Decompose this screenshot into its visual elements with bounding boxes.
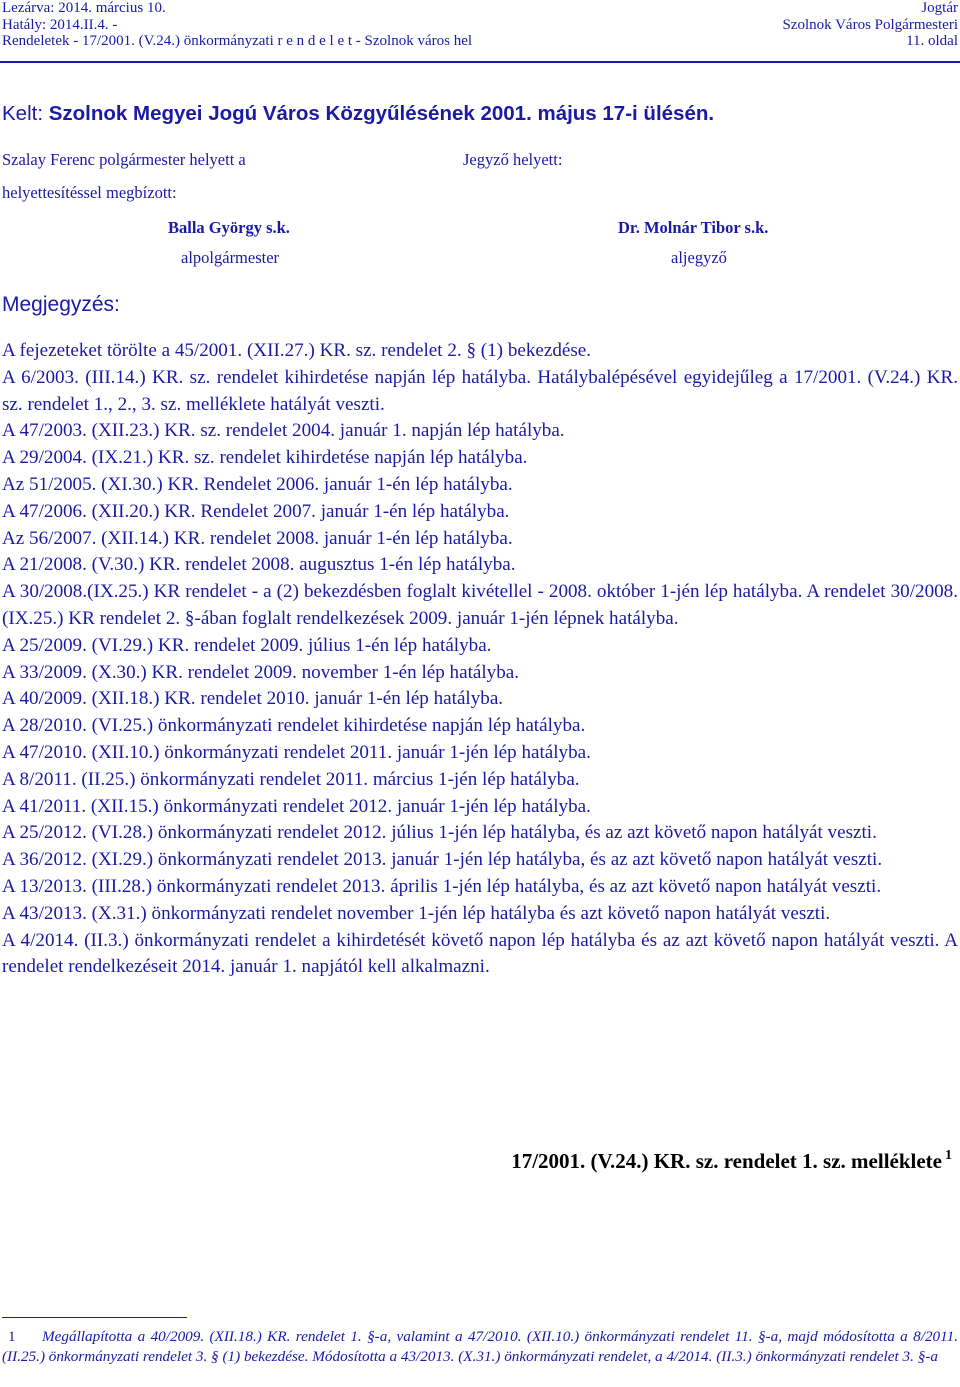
signature-left-title: alpolgármester: [181, 248, 280, 267]
note-item: A 25/2009. (VI.29.) KR. rendelet 2009. július 1-én lép hatályba.: [2, 634, 492, 656]
annex-title-text: 17/2001. (V.24.) KR. sz. rendelet 1. sz. melléklete: [511, 1149, 942, 1173]
header-office: Szolnok Város Polgármesteri: [782, 16, 958, 33]
note-item: A 25/2012. (VI.28.) önkormányzati rendelet 2012. július 1-jén lép hatályba, és az azt követő napon hatályát veszti.: [2, 822, 877, 844]
note-item: A 47/2006. (XII.20.) KR. Rendelet 2007. január 1-én lép hatályba.: [2, 500, 510, 522]
header-document-title: Rendeletek - 17/2001. (V.24.) önkormányzati r e n d e l e t - Szolnok város hel: [2, 33, 473, 49]
footnote-divider: [2, 1317, 187, 1318]
note-item: A 28/2010. (VI.25.) önkormányzati rendelet kihirdetése napján lép hatályba.: [2, 715, 586, 737]
note-item: A 13/2013. (III.28.) önkormányzati rendelet 2013. április 1-jén lép hatályba, és az azt követő napon hatályát veszti.: [2, 875, 882, 897]
kelt-text: Szolnok Megyei Jogú Város Közgyűlésének 2001. május 17-i ülésén.: [48, 102, 715, 125]
note-item: Az 51/2005. (XI.30.) KR. Rendelet 2006. január 1-én lép hatályba.: [2, 473, 513, 495]
page-header-left: [2, 0, 472, 50]
signature-right-name: Dr. Molnár Tibor s.k.: [618, 218, 769, 237]
note-item: Az 56/2007. (XII.14.) KR. rendelet 2008. január 1-én lép hatályba.: [2, 527, 513, 549]
megjegyzes-heading: Megjegyzés:: [2, 293, 120, 316]
note-item: A 33/2009. (X.30.) KR. rendelet 2009. november 1-én lép hatályba.: [2, 661, 519, 683]
header-closed-date: Lezárva: 2014. március 10.: [2, 0, 166, 16]
note-item: A 21/2008. (V.30.) KR. rendelet 2008. augusztus 1-én lép hatályba.: [2, 554, 516, 576]
note-item: A fejezeteket törölte a 45/2001. (XII.27.) KR. sz. rendelet 2. § (1) bekezdése.: [2, 340, 592, 361]
note-item: A 36/2012. (XI.29.) önkormányzati rendelet 2013. január 1-jén lép hatályba, és az azt követő napon hatályát veszti.: [2, 849, 883, 871]
kelt-prefix: Kelt:: [2, 102, 49, 125]
note-item: A 43/2013. (X.31.) önkormányzati rendelet november 1-jén lép hatályba és azt követő napon hatályát veszti.: [2, 902, 831, 924]
note-item: A 47/2010. (XII.10.) önkormányzati rendelet 2011. január 1-jén lép hatályba.: [2, 741, 591, 763]
footnote-reference[interactable]: 1: [945, 1148, 952, 1163]
footnote: [2, 1327, 958, 1366]
header-page-number: 11. oldal: [906, 33, 958, 49]
note-item: A 41/2011. (XII.15.) önkormányzati rendelet 2012. január 1-jén lép hatályba.: [2, 795, 591, 817]
signature-left-line1: Szalay Ferenc polgármester helyett a: [2, 150, 246, 169]
note-item: A 40/2009. (XII.18.) KR. rendelet 2010. január 1-én lép hatályba.: [2, 688, 504, 710]
note-item: A 8/2011. (II.25.) önkormányzati rendelet 2011. március 1-jén lép hatályba.: [2, 768, 580, 790]
kelt-line: [2, 102, 714, 126]
signature-left-line2: helyettesítéssel megbízott:: [2, 183, 177, 202]
signature-left-name: Balla György s.k.: [168, 218, 290, 237]
annex-title: [511, 1148, 952, 1174]
footnote-number: 1: [8, 1328, 16, 1345]
signature-right-line1: Jegyző helyett:: [463, 150, 563, 169]
note-item: A 47/2003. (XII.23.) KR. sz. rendelet 2004. január 1. napján lép hatályba.: [2, 420, 565, 442]
header-effective-date: Hatály: 2014.II.4. -: [2, 16, 118, 33]
note-item: A 30/2008.(IX.25.) KR rendelet - a (2) bekezdésben foglalt kivétellel - 2008. október 1-jén lép hatályba. A rendelet 30/2008.(IX.25.) KR rendelet 2. §-ában foglalt rendelkezések 2009. január 1-jén lépnek hatályba.: [2, 581, 958, 629]
note-item: A 4/2014. (II.3.) önkormányzati rendelet a kihirdetését követő napon lép hatályba és az azt követő napon hatályát veszti. A rendelet rendelkezéseit 2014. január 1. napjától kell alkalmazni.: [2, 929, 958, 978]
amendment-notes: [2, 338, 958, 981]
header-source: Jogtár: [921, 0, 958, 16]
footnote-text: Megállapította a 40/2009. (XII.18.) KR. rendelet 1. §-a, valamint a 47/2010. (XII.10.) önkormányzati rendelet 11. §-a, majd módosította a 8/2011. (II.25.) önkormányzati rendelet 3. § (1) bekezdése. Módosította a 43/2013. (X.31.) önkormányzati rendelet, a 4/2014. (II.3.) önkormányzati rendelet 3. §-a: [2, 1328, 958, 1365]
signature-right-title: aljegyző: [671, 248, 727, 267]
note-item: A 6/2003. (III.14.) KR. sz. rendelet kihirdetése napján lép hatályba. Hatálybalépésével egyidejűleg a 17/2001. (V.24.) KR. sz. rendelet 1., 2., 3. sz. melléklete hatályát veszti.: [2, 366, 958, 415]
header-divider: [0, 61, 960, 63]
note-item: A 29/2004. (IX.21.) KR. sz. rendelet kihirdetése napján lép hatályba.: [2, 447, 528, 469]
page-header-right: [782, 0, 958, 50]
